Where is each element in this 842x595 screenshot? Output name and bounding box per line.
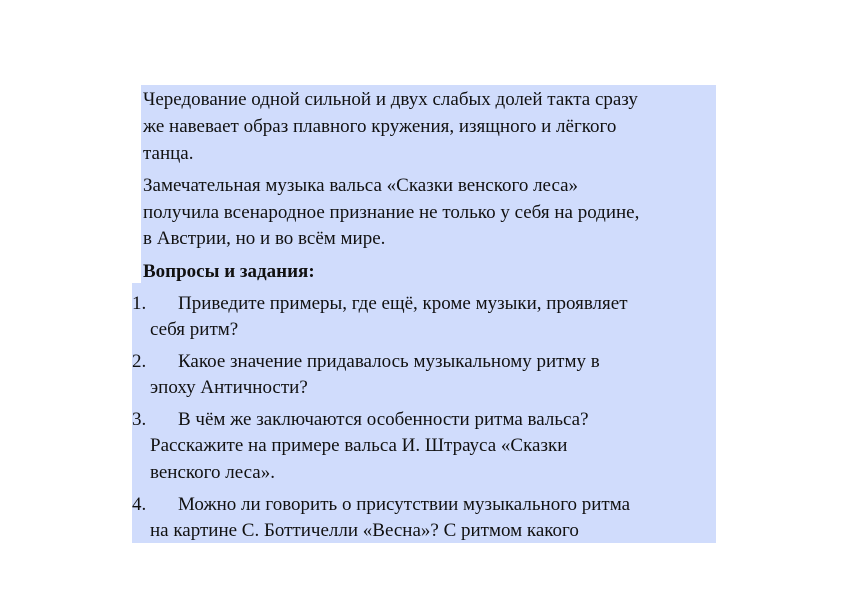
question-2-line-2: эпоху Античности? <box>150 377 308 398</box>
question-1-number: 1. <box>132 293 147 314</box>
question-4-line-1: Можно ли говорить о присутствии музыкального ритма <box>178 494 631 515</box>
paragraph-1-line-1: Чередование одной сильной и двух слабых долей такта сразу <box>143 89 638 110</box>
paragraph-2-line-3: в Австрии, но и во всём мире. <box>143 228 386 249</box>
paragraph-2-line-2: получила всенародное признание не только у себя на родине, <box>143 202 640 223</box>
question-3-number: 3. <box>132 409 147 430</box>
question-2-line-1: Какое значение придавалось музыкальному ритму в <box>178 351 600 372</box>
question-4-line-2: на картине С. Боттичелли «Весна»? С ритмом какого <box>150 520 579 541</box>
question-3-line-3: венского леса». <box>150 462 275 483</box>
question-3-line-2: Расскажите на примере вальса И. Штрауса «Сказки <box>150 435 568 456</box>
question-1-line-2: себя ритм? <box>150 319 239 340</box>
question-3-line-1: В чём же заключаются особенности ритма вальса? <box>178 409 589 430</box>
question-2-number: 2. <box>132 351 147 372</box>
question-4-number: 4. <box>132 494 147 515</box>
paragraph-1-line-3: танца. <box>143 143 194 164</box>
question-1-line-1: Приведите примеры, где ещё, кроме музыки, проявляет <box>178 293 628 314</box>
questions-heading: Вопросы и задания: <box>143 261 315 282</box>
paragraph-1-line-2: же навевает образ плавного кружения, изящного и лёгкого <box>143 116 617 137</box>
paragraph-2-line-1: Замечательная музыка вальса «Сказки венского леса» <box>143 175 579 196</box>
